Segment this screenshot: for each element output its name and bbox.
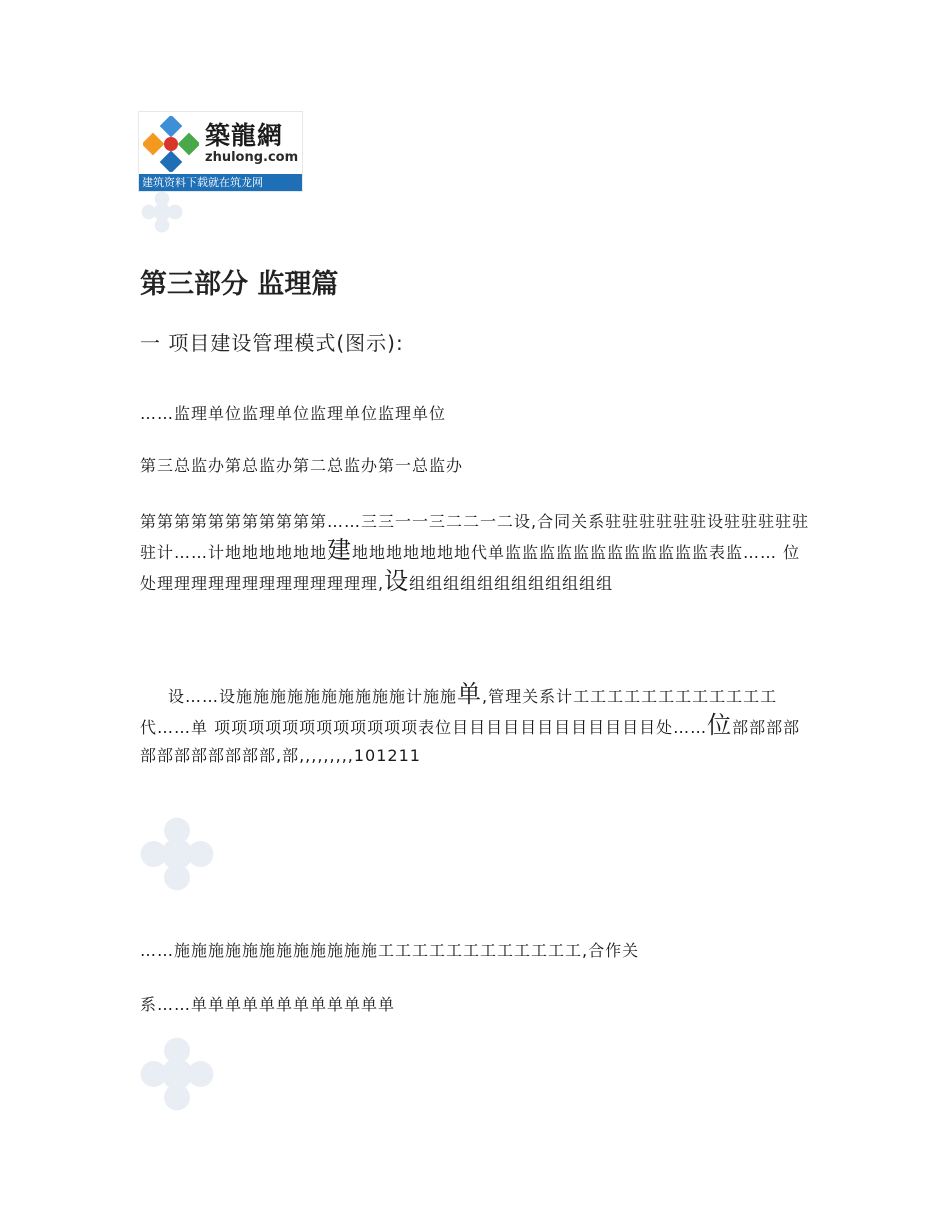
watermark-flower-icon — [140, 190, 184, 234]
paragraph-1-text-b: 地地地地地地地代单监监监监监监监监监监监监表监…… 位处理理理理理理理理理理理理理, — [140, 543, 801, 593]
paragraph-2-text-a: 设……设施施施施施施施施施施计施施 — [168, 687, 458, 706]
logo-domain: zhulong.com — [205, 150, 299, 165]
paragraph-1-text-a: 第第第第第第第第第第第……三三一一三二二一二设,合同关系驻驻驻驻驻驻设驻驻驻驻驻驻计……计地地地地地地 — [140, 512, 810, 562]
diagram-line-units: 系……单单单单单单单单单单单单 — [140, 995, 396, 1014]
watermark-flower-icon — [138, 1035, 216, 1113]
paragraph-1-text-c: 组组组组组组组组组组组组 — [409, 574, 614, 593]
diagram-line-supervision-units: ……监理单位监理单位监理单位监理单位 — [140, 404, 447, 423]
diagram-line-supervision-offices: 第三总监办第总监办第二总监办第一总监办 — [140, 456, 464, 475]
paragraph-2-text-b: ,管理关系计工工工工工工工工工工工工代……单 项项项项项项项项项项项项表位目目目目目目目目目目目目处…… — [140, 687, 778, 737]
diagram-line-construction: ……施施施施施施施施施施施施工工工工工工工工工工工工,合作关 — [140, 941, 640, 960]
paragraph-1-large-char: 建 — [327, 536, 353, 564]
watermark-flower-icon — [138, 815, 216, 893]
diagram-paragraph-1 — [140, 508, 815, 598]
zhulong-logo — [138, 111, 303, 192]
logo-chinese-name: 築龍網 — [205, 121, 284, 150]
paragraph-2-text-c: 部部部部部部部部部部部部,部,,,,,,,,,101211 — [140, 718, 801, 765]
section-heading: 一 项目建设管理模式(图示): — [140, 331, 404, 355]
paragraph-2-large-char: 单 — [457, 680, 483, 708]
diagram-paragraph-2 — [140, 680, 815, 770]
paragraph-1-large-char: 设 — [384, 567, 410, 595]
logo-tagline: 建筑资料下载就在筑龙网 — [139, 174, 302, 191]
zhulong-logo-mark-icon — [143, 116, 199, 172]
page-title: 第三部分 监理篇 — [140, 269, 339, 300]
paragraph-2-large-char: 位 — [707, 711, 733, 739]
